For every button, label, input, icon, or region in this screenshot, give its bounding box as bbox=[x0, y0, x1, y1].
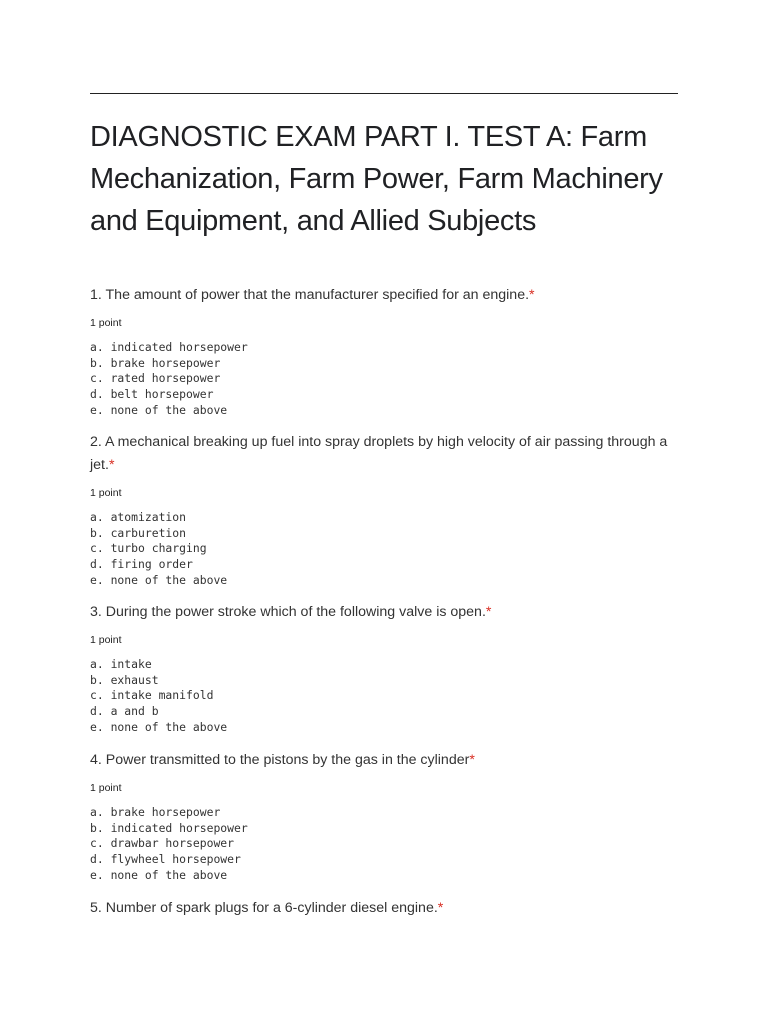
top-divider bbox=[90, 93, 678, 94]
question-3 bbox=[90, 601, 678, 736]
question-text: 2. A mechanical breaking up fuel into spray droplets by high velocity of air passing through a jet.* bbox=[90, 434, 668, 473]
option-c[interactable]: c. turbo charging bbox=[90, 541, 207, 556]
option-e[interactable]: e. none of the above bbox=[90, 867, 228, 882]
exam-title: DIAGNOSTIC EXAM PART I. TEST A: Farm Mechanization, Farm Power, Farm Machinery and Equipment, and Allied Subjects bbox=[90, 121, 663, 237]
answer-options bbox=[90, 340, 678, 419]
answer-options bbox=[90, 657, 678, 736]
question-1 bbox=[90, 284, 678, 419]
option-c[interactable]: c. intake manifold bbox=[90, 688, 214, 703]
option-a[interactable]: a. brake horsepower bbox=[90, 805, 221, 819]
question-4 bbox=[90, 749, 678, 884]
answer-options bbox=[90, 510, 678, 589]
option-b[interactable]: b. exhaust bbox=[90, 672, 159, 687]
question-points: 1 point bbox=[90, 782, 122, 794]
question-text: 4. Power transmitted to the pistons by the gas in the cylinder* bbox=[90, 752, 475, 768]
question-points: 1 point bbox=[90, 317, 122, 329]
option-a[interactable]: a. indicated horsepower bbox=[90, 340, 248, 354]
option-b[interactable]: b. brake horsepower bbox=[90, 355, 221, 370]
option-a[interactable]: a. intake bbox=[90, 657, 152, 671]
question-points: 1 point bbox=[90, 487, 122, 499]
option-c[interactable]: c. drawbar horsepower bbox=[90, 836, 235, 851]
option-e[interactable]: e. none of the above bbox=[90, 719, 228, 734]
answer-options bbox=[90, 805, 678, 884]
question-text: 3. During the power stroke which of the following valve is open.* bbox=[90, 604, 492, 620]
option-e[interactable]: e. none of the above bbox=[90, 402, 228, 417]
option-d[interactable]: d. belt horsepower bbox=[90, 387, 214, 402]
question-points: 1 point bbox=[90, 634, 122, 646]
required-asterisk: * bbox=[469, 752, 475, 768]
option-b[interactable]: b. indicated horsepower bbox=[90, 820, 248, 835]
option-d[interactable]: d. firing order bbox=[90, 557, 193, 572]
option-c[interactable]: c. rated horsepower bbox=[90, 371, 221, 386]
required-asterisk: * bbox=[529, 287, 535, 303]
question-text: 1. The amount of power that the manufacturer specified for an engine.* bbox=[90, 287, 535, 303]
required-asterisk: * bbox=[437, 900, 444, 916]
option-a[interactable]: a. atomization bbox=[90, 510, 187, 524]
question-5 bbox=[90, 897, 678, 920]
option-d[interactable]: d. a and b bbox=[90, 704, 159, 719]
required-asterisk: * bbox=[108, 457, 115, 473]
question-2 bbox=[90, 431, 678, 589]
required-asterisk: * bbox=[485, 604, 492, 620]
option-e[interactable]: e. none of the above bbox=[90, 572, 228, 587]
question-text: 5. Number of spark plugs for a 6-cylinder diesel engine.* bbox=[90, 900, 444, 916]
option-b[interactable]: b. carburetion bbox=[90, 525, 187, 540]
option-d[interactable]: d. flywheel horsepower bbox=[90, 852, 241, 867]
